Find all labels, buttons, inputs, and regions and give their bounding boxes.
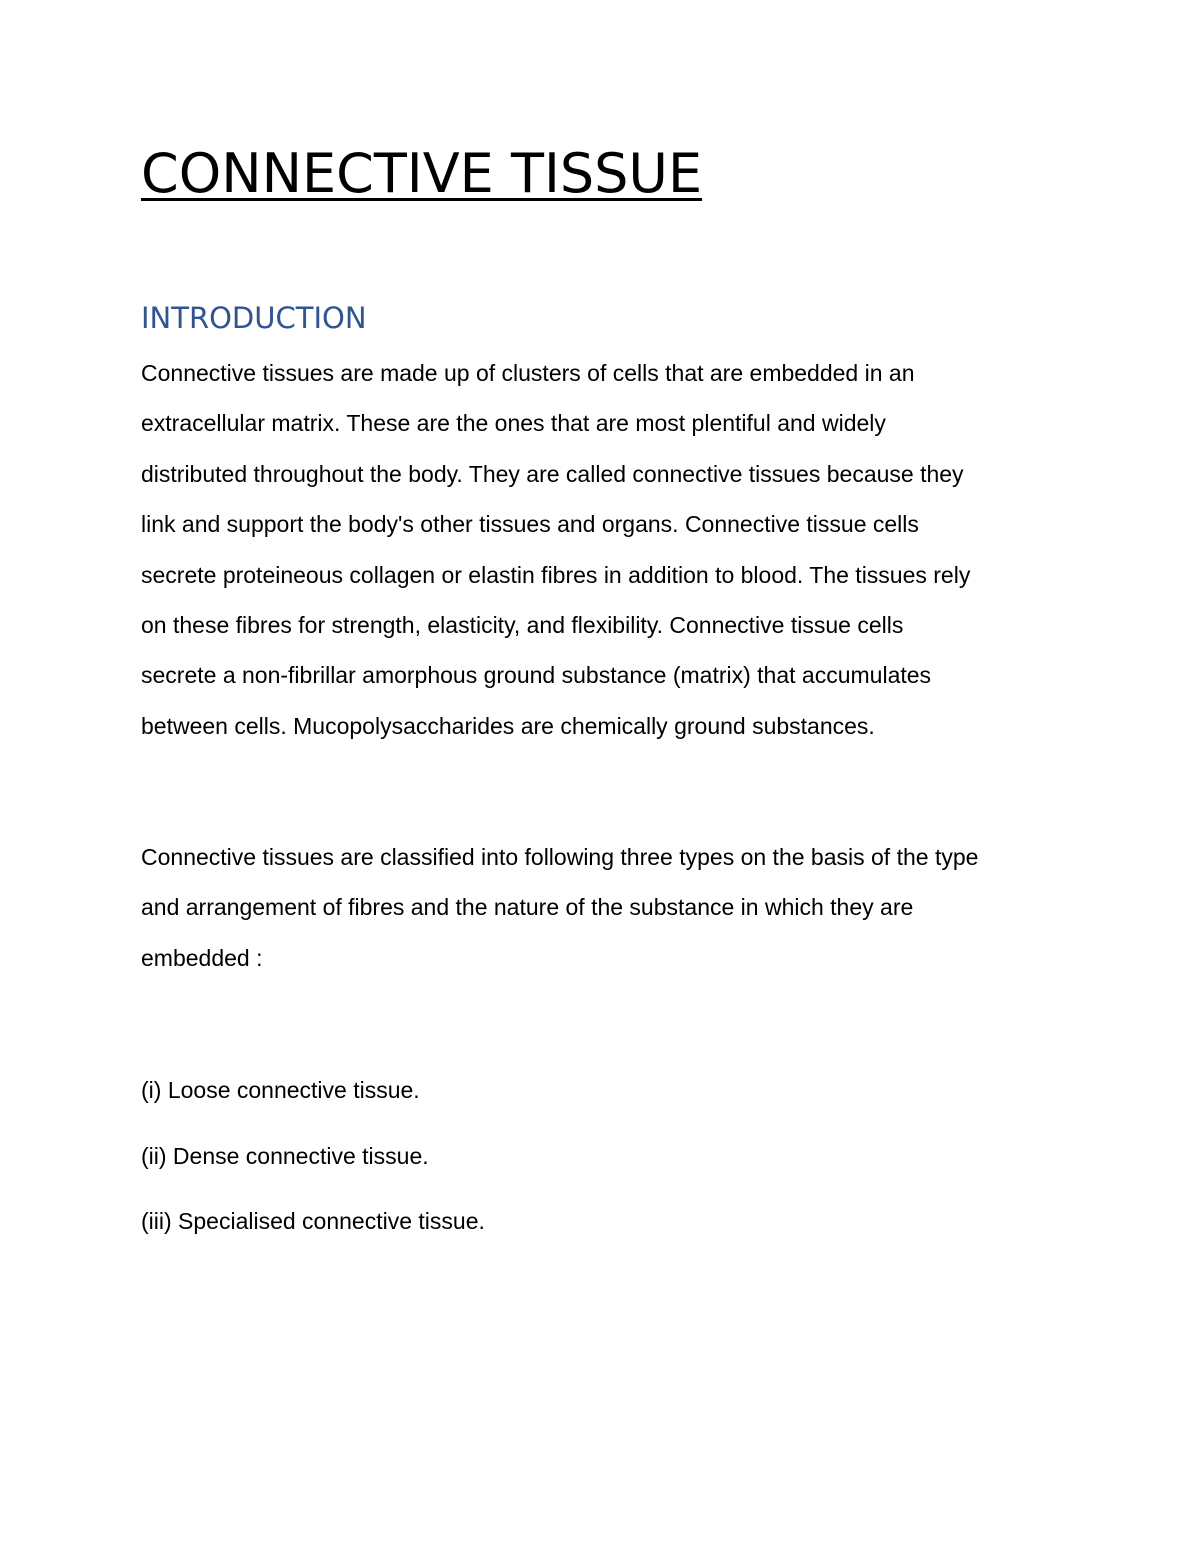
paragraph-line: extracellular matrix. These are the ones that are most plentiful and widely [141, 410, 886, 437]
list-item: (iii) Specialised connective tissue. [141, 1208, 485, 1234]
paragraph-line: on these fibres for strength, elasticity, and flexibility. Connective tissue cells [141, 612, 904, 639]
paragraph-line: secrete a non-fibrillar amorphous ground substance (matrix) that accumulates [141, 662, 932, 689]
list-item: (i) Loose connective tissue. [141, 1077, 420, 1103]
introduction-paragraph [141, 348, 1081, 751]
document-title: CONNECTIVE TISSUE [141, 142, 703, 205]
paragraph-line: and arrangement of fibres and the nature of the substance in which they are [141, 894, 914, 921]
paragraph-line: between cells. Mucopolysaccharides are chemically ground substances. [141, 712, 875, 739]
list-item: (ii) Dense connective tissue. [141, 1142, 429, 1169]
paragraph-line: secrete proteineous collagen or elastin fibres in addition to blood. The tissues rely [141, 561, 971, 588]
paragraph-line: embedded : [141, 944, 263, 971]
paragraph-line: link and support the body's other tissues and organs. Connective tissue cells [141, 511, 919, 538]
classification-paragraph [141, 832, 1081, 983]
tissue-types-list [141, 1065, 485, 1262]
paragraph-line: distributed throughout the body. They are called connective tissues because they [141, 460, 964, 487]
section-heading-introduction: INTRODUCTION [141, 301, 367, 335]
paragraph-line: Connective tissues are classified into following three types on the basis of the type [141, 844, 979, 870]
paragraph-line: Connective tissues are made up of clusters of cells that are embedded in an [141, 360, 915, 386]
